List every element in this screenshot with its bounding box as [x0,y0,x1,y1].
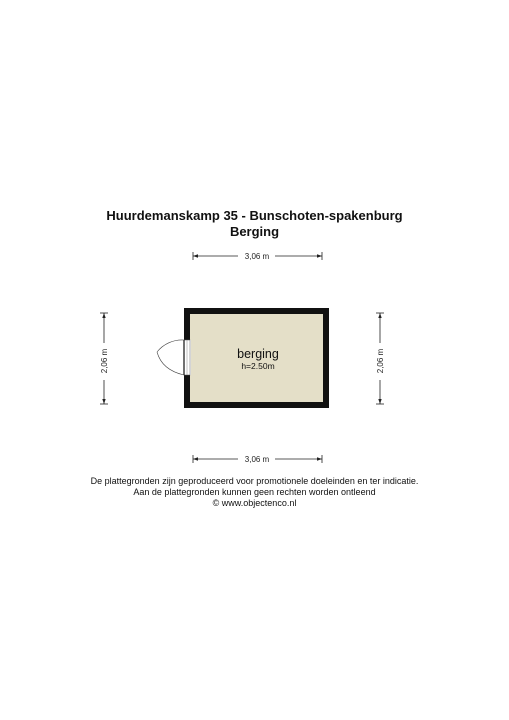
room-height-label: h=2.50m [241,361,275,371]
plan-title-address: Huurdemanskamp 35 - Bunschoten-spakenburg [106,208,403,223]
door [157,340,191,375]
copyright-line: © www.objectenco.nl [212,498,297,508]
dimension-bottom-label: 3,06 m [244,455,270,464]
dimension-top-label: 3,06 m [244,252,270,261]
disclaimer-line-2: Aan de plattegronden kunnen geen rechten worden ontleend [133,487,376,497]
dimension-right-label: 2,06 m [376,348,385,374]
disclaimer-line-1: De plattegronden zijn geproduceerd voor promotionele doeleinden en ter indicatie. [90,476,419,486]
plan-title-floor: Berging [229,224,280,239]
room-name-label: berging [237,347,279,361]
dimension-top [193,252,322,261]
dimension-bottom [193,455,322,464]
dimension-left [100,313,109,404]
dimension-right [376,313,385,404]
dimension-left-label: 2,06 m [100,348,109,374]
